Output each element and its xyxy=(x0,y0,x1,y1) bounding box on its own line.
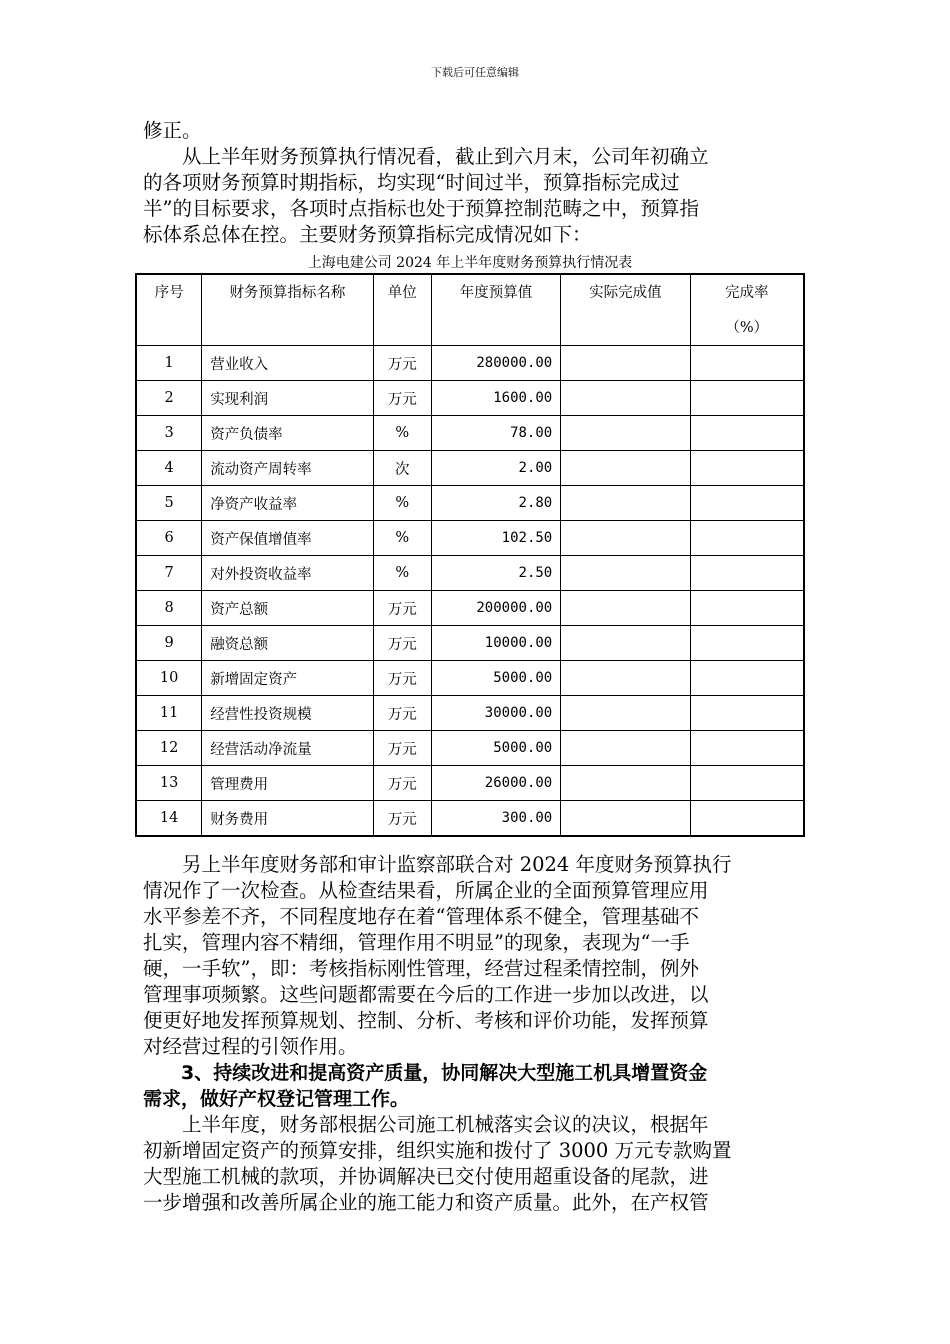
cell-rate xyxy=(690,766,804,801)
text-line: 半”的目标要求，各项时点指标也处于预算控制范畴之中，预算指 xyxy=(143,197,699,220)
cell-actual xyxy=(561,346,690,381)
cell-plan: 2.80 xyxy=(431,486,560,521)
table-row xyxy=(136,381,804,416)
cell-rate xyxy=(690,661,804,696)
cell-unit: 万元 xyxy=(373,346,431,381)
cell-no: 10 xyxy=(136,661,202,696)
cell-unit: 万元 xyxy=(373,381,431,416)
cell-name: 管理费用 xyxy=(202,766,374,801)
table-row xyxy=(136,626,804,661)
paragraph-audit xyxy=(143,852,805,1060)
heading-line: 需求，做好产权登记管理工作。 xyxy=(143,1088,410,1110)
table-row xyxy=(136,731,804,766)
paragraph-assets xyxy=(143,1112,805,1216)
cell-actual xyxy=(561,731,690,766)
text-line: 标体系总体在控。主要财务预算指标完成情况如下： xyxy=(143,223,592,246)
cell-unit: % xyxy=(373,486,431,521)
cell-plan: 200000.00 xyxy=(431,591,560,626)
cell-no: 2 xyxy=(136,381,202,416)
cell-actual xyxy=(561,451,690,486)
cell-rate xyxy=(690,696,804,731)
cell-name: 资产保值增值率 xyxy=(202,521,374,556)
cell-unit: 万元 xyxy=(373,591,431,626)
cell-unit: 次 xyxy=(373,451,431,486)
cell-actual xyxy=(561,661,690,696)
cell-actual xyxy=(561,521,690,556)
paragraph-intro xyxy=(143,118,805,144)
cell-actual xyxy=(561,626,690,661)
cell-no: 11 xyxy=(136,696,202,731)
cell-plan: 10000.00 xyxy=(431,626,560,661)
cell-unit: 万元 xyxy=(373,731,431,766)
cell-name: 财务费用 xyxy=(202,801,374,837)
text-line: 水平参差不齐，不同程度地存在着“管理体系不健全，管理基础不 xyxy=(143,905,699,928)
header-rate xyxy=(690,274,804,346)
heading-line: 3、持续改进和提高资产质量，协同解决大型施工机具增置资金 xyxy=(143,1062,708,1084)
cell-plan: 280000.00 xyxy=(431,346,560,381)
cell-no: 12 xyxy=(136,731,202,766)
cell-actual xyxy=(561,381,690,416)
table-body xyxy=(136,346,804,837)
table-row xyxy=(136,451,804,486)
cell-name: 新增固定资产 xyxy=(202,661,374,696)
table-header-row xyxy=(136,274,804,346)
cell-no: 6 xyxy=(136,521,202,556)
table-row xyxy=(136,661,804,696)
cell-actual xyxy=(561,766,690,801)
cell-plan: 2.00 xyxy=(431,451,560,486)
text-line: 修正。 xyxy=(143,119,202,142)
text-line: 扎实，管理内容不精细，管理作用不明显”的现象，表现为“一手 xyxy=(143,931,690,954)
cell-no: 14 xyxy=(136,801,202,837)
cell-rate xyxy=(690,626,804,661)
cell-rate xyxy=(690,731,804,766)
cell-unit: 万元 xyxy=(373,696,431,731)
cell-rate xyxy=(690,381,804,416)
table-row xyxy=(136,346,804,381)
cell-unit: 万元 xyxy=(373,626,431,661)
cell-plan: 5000.00 xyxy=(431,731,560,766)
cell-plan: 2.50 xyxy=(431,556,560,591)
header-actual: 实际完成值 xyxy=(561,274,690,346)
cell-plan: 78.00 xyxy=(431,416,560,451)
cell-no: 5 xyxy=(136,486,202,521)
cell-name: 资产总额 xyxy=(202,591,374,626)
cell-name: 实现利润 xyxy=(202,381,374,416)
cell-rate xyxy=(690,521,804,556)
cell-name: 营业收入 xyxy=(202,346,374,381)
cell-unit: 万元 xyxy=(373,766,431,801)
header-note: 下载后可任意编辑 xyxy=(431,66,519,79)
cell-unit: % xyxy=(373,521,431,556)
table-row xyxy=(136,486,804,521)
cell-name: 对外投资收益率 xyxy=(202,556,374,591)
text-line: 管理事项频繁。这些问题都需要在今后的工作进一步加以改进，以 xyxy=(143,983,709,1006)
cell-actual xyxy=(561,696,690,731)
cell-name: 流动资产周转率 xyxy=(202,451,374,486)
cell-actual xyxy=(561,556,690,591)
cell-name: 经营性投资规模 xyxy=(202,696,374,731)
text-line: 情况作了一次检查。从检查结果看，所属企业的全面预算管理应用 xyxy=(143,879,709,902)
table-row xyxy=(136,766,804,801)
cell-unit: 万元 xyxy=(373,801,431,837)
cell-name: 资产负债率 xyxy=(202,416,374,451)
text-line: 对经营过程的引领作用。 xyxy=(143,1035,358,1058)
cell-actual xyxy=(561,801,690,837)
table-row xyxy=(136,801,804,837)
cell-plan: 300.00 xyxy=(431,801,560,837)
cell-rate xyxy=(690,416,804,451)
header-plan: 年度预算值 xyxy=(431,274,560,346)
budget-table xyxy=(135,273,805,837)
header-name: 财务预算指标名称 xyxy=(202,274,374,346)
table-row xyxy=(136,556,804,591)
text-line: 初新增固定资产的预算安排，组织实施和拨付了 3000 万元专款购置 xyxy=(143,1139,732,1162)
cell-no: 8 xyxy=(136,591,202,626)
text-line: 上半年度，财务部根据公司施工机械落实会议的决议，根据年 xyxy=(143,1113,709,1136)
header-no: 序号 xyxy=(136,274,202,346)
table-row xyxy=(136,521,804,556)
cell-plan: 26000.00 xyxy=(431,766,560,801)
table-row xyxy=(136,591,804,626)
cell-no: 7 xyxy=(136,556,202,591)
header-unit: 单位 xyxy=(373,274,431,346)
cell-plan: 5000.00 xyxy=(431,661,560,696)
cell-actual xyxy=(561,416,690,451)
table-caption: 上海电建公司 2024 年上半年度财务预算执行情况表 xyxy=(307,255,633,271)
cell-plan: 1600.00 xyxy=(431,381,560,416)
cell-rate xyxy=(690,801,804,837)
cell-plan: 102.50 xyxy=(431,521,560,556)
cell-rate xyxy=(690,591,804,626)
cell-name: 净资产收益率 xyxy=(202,486,374,521)
cell-actual xyxy=(561,486,690,521)
text-line: 从上半年财务预算执行情况看，截止到六月末，公司年初确立 xyxy=(143,145,709,168)
cell-rate xyxy=(690,451,804,486)
text-line: 一步增强和改善所属企业的施工能力和资产质量。此外，在产权管 xyxy=(143,1191,709,1214)
header-rate-label: 完成率 xyxy=(725,285,769,301)
table-row xyxy=(136,416,804,451)
cell-rate xyxy=(690,486,804,521)
text-line: 硬，一手软”，即：考核指标刚性管理，经营过程柔情控制，例外 xyxy=(143,957,699,980)
section-heading xyxy=(143,1060,805,1112)
cell-unit: % xyxy=(373,556,431,591)
header-rate-unit: （%） xyxy=(725,320,769,336)
cell-unit: % xyxy=(373,416,431,451)
cell-no: 1 xyxy=(136,346,202,381)
text-line: 大型施工机械的款项，并协调解决已交付使用超重设备的尾款，进 xyxy=(143,1165,709,1188)
cell-rate xyxy=(690,346,804,381)
cell-rate xyxy=(690,556,804,591)
cell-no: 3 xyxy=(136,416,202,451)
text-line: 另上半年度财务部和审计监察部联合对 2024 年度财务预算执行 xyxy=(143,853,732,876)
cell-no: 9 xyxy=(136,626,202,661)
cell-actual xyxy=(561,591,690,626)
cell-no: 13 xyxy=(136,766,202,801)
paragraph-budget-overview xyxy=(143,144,805,248)
cell-name: 经营活动净流量 xyxy=(202,731,374,766)
cell-plan: 30000.00 xyxy=(431,696,560,731)
cell-unit: 万元 xyxy=(373,661,431,696)
text-line: 的各项财务预算时期指标，均实现“时间过半，预算指标完成过 xyxy=(143,171,680,194)
table-row xyxy=(136,696,804,731)
cell-no: 4 xyxy=(136,451,202,486)
cell-name: 融资总额 xyxy=(202,626,374,661)
text-line: 便更好地发挥预算规划、控制、分析、考核和评价功能，发挥预算 xyxy=(143,1009,709,1032)
